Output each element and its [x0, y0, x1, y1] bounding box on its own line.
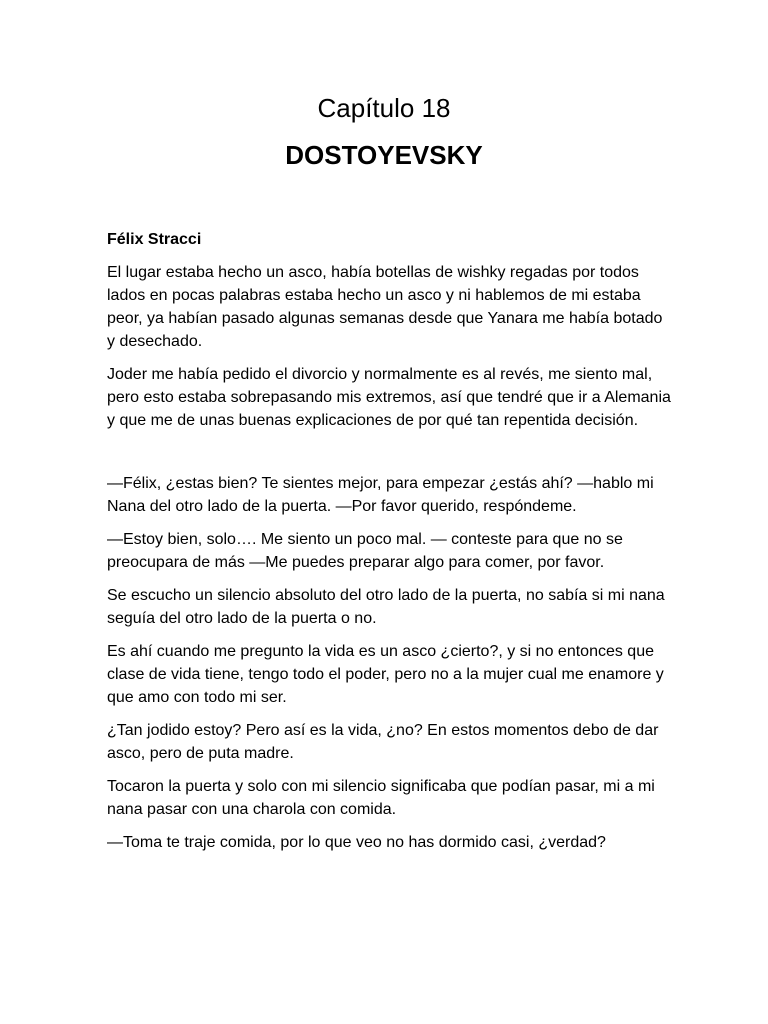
- chapter-number: Capítulo 18: [317, 93, 451, 123]
- paragraph: —Estoy bien, solo…. Me siento un poco mal. — conteste para que no se preocupara de más —Me puedes preparar algo para comer, por favor.: [107, 531, 623, 571]
- paragraph: El lugar estaba hecho un asco, había botellas de wishky regadas por todos lados en pocas palabras estaba hecho un asco y ni hablemos de mi estaba peor, ya habían pasado algunas semanas desde que Yanara me había botado y desechado.: [107, 264, 663, 350]
- pov-character-name: Félix Stracci: [107, 231, 202, 248]
- paragraph: ¿Tan jodido estoy? Pero así es la vida, ¿no? En estos momentos debo de dar asco, pero de puta madre.: [107, 722, 659, 762]
- paragraph: Se escucho un silencio absoluto del otro lado de la puerta, no sabía si mi nana seguía del otro lado de la puerta o no.: [107, 587, 665, 627]
- paragraph: Es ahí cuando me pregunto la vida es un asco ¿cierto?, y si no entonces que clase de vida tiene, tengo todo el poder, pero no a la mujer cual me enamore y que amo con todo mi ser.: [107, 643, 664, 706]
- paragraph: —Toma te traje comida, por lo que veo no has dormido casi, ¿verdad?: [107, 834, 606, 851]
- paragraph: Joder me había pedido el divorcio y normalmente es al revés, me siento mal, pero esto estaba sobrepasando mis extremos, así que tendré que ir a Alemania y que me de unas buenas explicaciones de por qué tan repentida decisión.: [107, 366, 671, 429]
- chapter-title: DOSTOYEVSKY: [285, 140, 483, 170]
- paragraph: —Félix, ¿estas bien? Te sientes mejor, para empezar ¿estás ahí? —hablo mi Nana del otro lado de la puerta. —Por favor querido, respóndeme.: [107, 475, 654, 515]
- paragraph: Tocaron la puerta y solo con mi silencio significaba que podían pasar, mi a mi nana pasar con una charola con comida.: [107, 778, 655, 818]
- chapter-body: [107, 228, 673, 864]
